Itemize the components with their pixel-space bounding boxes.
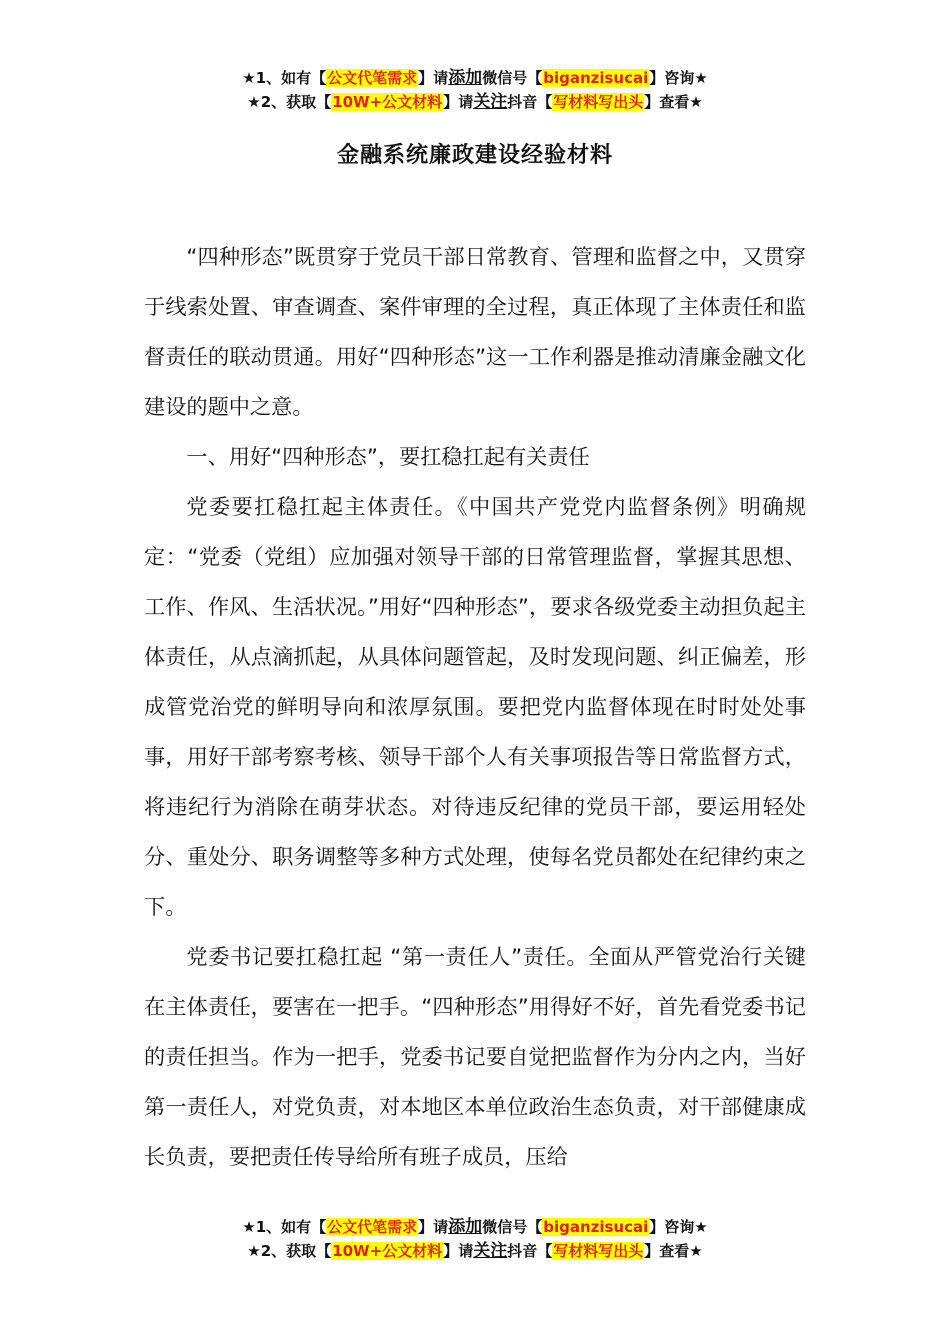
highlight-wechat-id: biganzisucai bbox=[543, 69, 649, 87]
promo-line-1: ★1、如有【公文代笔需求】请添加微信号【biganzisucai】咨询★ bbox=[242, 68, 708, 88]
underlined-add: 添加 bbox=[448, 68, 483, 88]
highlight-douyin: 写材料写出头 bbox=[553, 93, 644, 111]
paragraph-intro: “四种形态”既贯穿于党员干部日常教育、管理和监督之中，又贯穿于线索处置、审查调查、案件审理的全过程，真正体现了主体责任和监督责任的联动贯通。用好“四种形态”这一工作利器是推动清廉金融文化建设的题中之意。 bbox=[144, 244, 806, 419]
highlight-service: 公文代笔需求 bbox=[327, 69, 418, 87]
paragraph-party-committee: 党委要扛稳扛起主体责任。《中国共产党党内监督条例》明确规定：“党委（党组）应加强对领导干部的日常管理监督，掌握其思想、工作、作风、生活状况。”用好“四种形态”，要求各级党委主动担负起主体责任，从点滴抓起，从具体问题管起，及时发现问题、纠正偏差，形成管党治党的鲜明导向和浓厚氛围。要把党内监督体现在时时处处事事，用好干部考察考核、领导干部个人有关事项报告等日常监督方式，将违纪行为消除在萌芽状态。对待违反纪律的党员干部，要运用轻处分、重处分、职务调整等多种方式处理，使每名党员都处在纪律约束之下。 bbox=[144, 494, 806, 919]
highlight-service: 公文代笔需求 bbox=[327, 1218, 418, 1236]
promo-line-2: ★2、获取【10W+公文材料】请关注抖音【写材料写出头】查看★ bbox=[247, 92, 703, 112]
document-title: 金融系统廉政建设经验材料 bbox=[336, 143, 613, 168]
underlined-add: 添加 bbox=[448, 1217, 483, 1237]
highlight-materials: 10W+公文材料 bbox=[332, 93, 443, 111]
paragraph-party-secretary: 党委书记要扛稳扛起 “第一责任人”责任。全面从严管党治行关键在主体责任，要害在一把手。“四种形态”用得好不好，首先看党委书记的责任担当。作为一把手，党委书记要自觉把监督作为分内之内，当好第一责任人，对党负责，对本地区本单位政治生态负责，对干部健康成长负责，要把责任传导给所有班子成员，压给 bbox=[144, 944, 806, 1169]
section-heading-1: 一、用好“四种形态”，要扛稳扛起有关责任 bbox=[186, 444, 590, 469]
underlined-follow: 关注 bbox=[473, 92, 508, 112]
promo-line-2-bottom: ★2、获取【10W+公文材料】请关注抖音【写材料写出头】查看★ bbox=[247, 1241, 703, 1261]
document-body bbox=[144, 232, 806, 1182]
promo-banner-bottom bbox=[0, 1215, 950, 1263]
highlight-wechat-id: biganzisucai bbox=[543, 1218, 649, 1236]
promo-banner-top bbox=[0, 66, 950, 114]
highlight-materials: 10W+公文材料 bbox=[332, 1242, 443, 1260]
promo-line-1-bottom: ★1、如有【公文代笔需求】请添加微信号【biganzisucai】咨询★ bbox=[242, 1217, 708, 1237]
underlined-follow: 关注 bbox=[473, 1241, 508, 1261]
highlight-douyin: 写材料写出头 bbox=[553, 1242, 644, 1260]
